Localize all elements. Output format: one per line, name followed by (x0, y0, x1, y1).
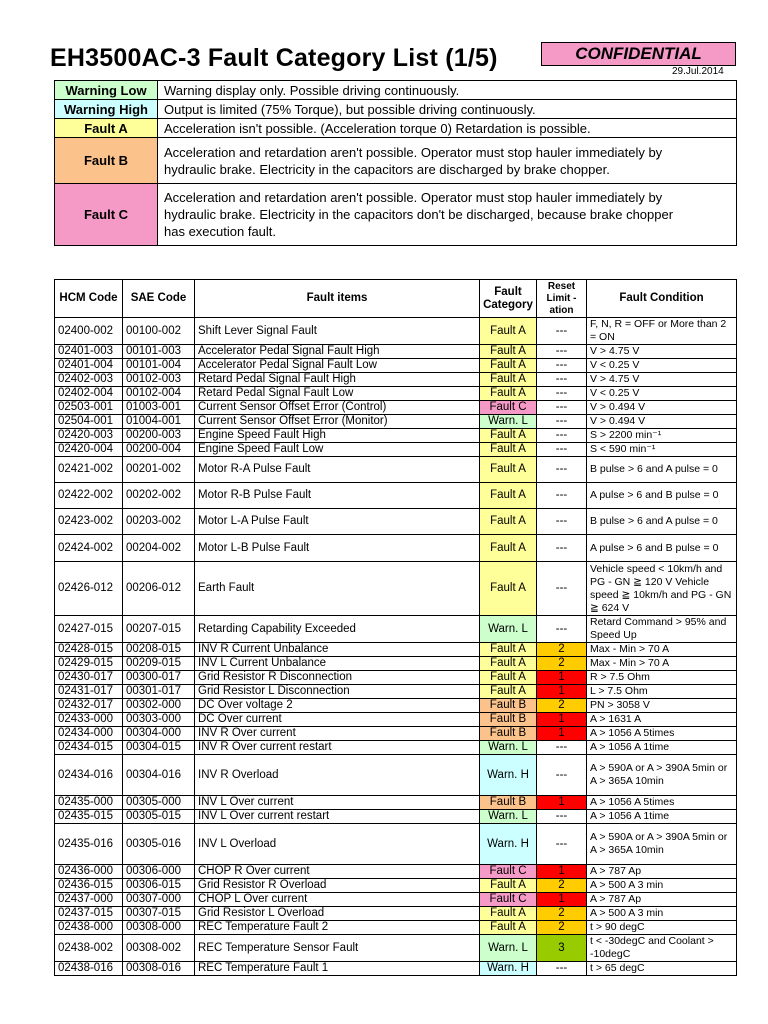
reset-limitation: 2 (537, 643, 587, 657)
sae-code: 00303-000 (123, 713, 195, 727)
sae-code: 00304-015 (123, 741, 195, 755)
fault-item: Retarding Capability Exceeded (195, 616, 480, 643)
hcm-code: 02433-000 (55, 713, 123, 727)
col-header-hcm: HCM Code (55, 280, 123, 318)
fault-category: Warn. H (480, 755, 537, 796)
reset-limitation: --- (537, 824, 587, 865)
hcm-code: 02435-016 (55, 824, 123, 865)
reset-limitation: --- (537, 535, 587, 562)
fault-condition: t > 90 degC (587, 921, 737, 935)
col-header-condition: Fault Condition (587, 280, 737, 318)
hcm-code: 02400-002 (55, 318, 123, 345)
fault-item: Current Sensor Offset Error (Control) (195, 401, 480, 415)
reset-limitation: 1 (537, 671, 587, 685)
table-row (55, 457, 737, 483)
legend-description: Acceleration and retardation aren't possible. Operator must stop hauler immediately by hydraulic brake. Electricity in the capacitors don't be discharged, because brake chopper has execution fault. (158, 184, 737, 246)
table-row (55, 562, 737, 616)
table-row (55, 796, 737, 810)
fault-item: Retard Pedal Signal Fault Low (195, 387, 480, 401)
legend-row (55, 100, 737, 119)
hcm-code: 02428-015 (55, 643, 123, 657)
fault-category: Fault B (480, 727, 537, 741)
fault-item: CHOP L Over current (195, 893, 480, 907)
reset-limitation: 1 (537, 893, 587, 907)
legend-label: Fault B (55, 138, 158, 184)
fault-item: CHOP R Over current (195, 865, 480, 879)
fault-category: Fault B (480, 713, 537, 727)
fault-item: REC Temperature Fault 2 (195, 921, 480, 935)
table-row (55, 359, 737, 373)
fault-category: Fault A (480, 443, 537, 457)
fault-condition: A pulse > 6 and B pulse = 0 (587, 483, 737, 509)
fault-category: Warn. H (480, 824, 537, 865)
sae-code: 00207-015 (123, 616, 195, 643)
fault-category: Warn. L (480, 935, 537, 962)
fault-item: INV R Current Unbalance (195, 643, 480, 657)
fault-condition: L > 7.5 Ohm (587, 685, 737, 699)
reset-limitation: --- (537, 562, 587, 616)
fault-condition: V < 0.25 V (587, 387, 737, 401)
hcm-code: 02401-003 (55, 345, 123, 359)
fault-condition: V > 0.494 V (587, 415, 737, 429)
hcm-code: 02402-003 (55, 373, 123, 387)
fault-item: Grid Resistor L Disconnection (195, 685, 480, 699)
hcm-code: 02436-015 (55, 879, 123, 893)
fault-condition: t > 65 degC (587, 962, 737, 976)
hcm-code: 02423-002 (55, 509, 123, 535)
table-header-row (55, 280, 737, 318)
fault-condition: A > 500 A 3 min (587, 907, 737, 921)
reset-limitation: --- (537, 755, 587, 796)
table-row (55, 429, 737, 443)
fault-item: Motor L-A Pulse Fault (195, 509, 480, 535)
fault-condition: R > 7.5 Ohm (587, 671, 737, 685)
hcm-code: 02436-000 (55, 865, 123, 879)
sae-code: 00202-002 (123, 483, 195, 509)
sae-code: 00304-000 (123, 727, 195, 741)
sae-code: 00308-000 (123, 921, 195, 935)
hcm-code: 02435-000 (55, 796, 123, 810)
hcm-code: 02431-017 (55, 685, 123, 699)
table-row (55, 755, 737, 796)
fault-category: Fault A (480, 657, 537, 671)
fault-condition: A pulse > 6 and B pulse = 0 (587, 535, 737, 562)
fault-item: DC Over voltage 2 (195, 699, 480, 713)
sae-code: 00305-016 (123, 824, 195, 865)
fault-category: Fault A (480, 907, 537, 921)
hcm-code: 02427-015 (55, 616, 123, 643)
fault-category: Fault A (480, 562, 537, 616)
fault-category: Fault B (480, 699, 537, 713)
hcm-code: 02402-004 (55, 387, 123, 401)
fault-category: Fault A (480, 359, 537, 373)
fault-condition: S > 2200 min⁻¹ (587, 429, 737, 443)
fault-item: REC Temperature Sensor Fault (195, 935, 480, 962)
legend-row (55, 81, 737, 100)
legend-row (55, 184, 737, 246)
hcm-code: 02435-015 (55, 810, 123, 824)
table-row (55, 699, 737, 713)
hcm-code: 02430-017 (55, 671, 123, 685)
table-row (55, 685, 737, 699)
hcm-code: 02424-002 (55, 535, 123, 562)
fault-condition: Retard Command > 95% and Speed Up (587, 616, 737, 643)
table-row (55, 713, 737, 727)
sae-code: 00306-015 (123, 879, 195, 893)
hcm-code: 02503-001 (55, 401, 123, 415)
sae-code: 00302-000 (123, 699, 195, 713)
table-row (55, 824, 737, 865)
reset-limitation: --- (537, 429, 587, 443)
fault-category: Fault A (480, 879, 537, 893)
reset-limitation: --- (537, 810, 587, 824)
fault-condition: A > 1056 A 5times (587, 727, 737, 741)
reset-limitation: 3 (537, 935, 587, 962)
fault-condition: A > 1056 A 5times (587, 796, 737, 810)
hcm-code: 02434-016 (55, 755, 123, 796)
sae-code: 00305-015 (123, 810, 195, 824)
reset-limitation: --- (537, 962, 587, 976)
col-header-sae: SAE Code (123, 280, 195, 318)
fault-item: Current Sensor Offset Error (Monitor) (195, 415, 480, 429)
sae-code: 00102-003 (123, 373, 195, 387)
table-row (55, 415, 737, 429)
fault-condition: A > 500 A 3 min (587, 879, 737, 893)
table-row (55, 387, 737, 401)
fault-item: Grid Resistor R Disconnection (195, 671, 480, 685)
fault-category: Warn. L (480, 415, 537, 429)
reset-limitation: --- (537, 318, 587, 345)
sae-code: 00200-003 (123, 429, 195, 443)
legend-description: Acceleration and retardation aren't possible. Operator must stop hauler immediately by hydraulic brake. Electricity in the capacitors are discharged by brake chopper. (158, 138, 737, 184)
reset-limitation: 1 (537, 865, 587, 879)
sae-code: 00308-016 (123, 962, 195, 976)
sae-code: 01004-001 (123, 415, 195, 429)
legend-label: Fault A (55, 119, 158, 138)
reset-limitation: 2 (537, 657, 587, 671)
reset-limitation: --- (537, 359, 587, 373)
fault-category: Warn. L (480, 741, 537, 755)
sae-code: 00304-016 (123, 755, 195, 796)
reset-limitation: 1 (537, 685, 587, 699)
table-row (55, 401, 737, 415)
reset-limitation: 1 (537, 713, 587, 727)
reset-limitation: 1 (537, 727, 587, 741)
reset-limitation: --- (537, 387, 587, 401)
sae-code: 01003-001 (123, 401, 195, 415)
legend-description: Acceleration isn't possible. (Acceleration torque 0) Retardation is possible. (158, 119, 737, 138)
fault-item: DC Over current (195, 713, 480, 727)
sae-code: 00208-015 (123, 643, 195, 657)
page-title: EH3500AC-3 Fault Category List (1/5) (50, 44, 498, 72)
fault-condition: Max - Min > 70 A (587, 657, 737, 671)
sae-code: 00102-004 (123, 387, 195, 401)
hcm-code: 02420-003 (55, 429, 123, 443)
fault-item: INV L Current Unbalance (195, 657, 480, 671)
table-row (55, 727, 737, 741)
fault-category: Fault A (480, 509, 537, 535)
hcm-code: 02422-002 (55, 483, 123, 509)
hcm-code: 02434-000 (55, 727, 123, 741)
fault-item: INV R Over current (195, 727, 480, 741)
fault-condition: A > 1631 A (587, 713, 737, 727)
table-row (55, 962, 737, 976)
fault-item: Accelerator Pedal Signal Fault Low (195, 359, 480, 373)
reset-limitation: --- (537, 457, 587, 483)
fault-condition: A > 1056 A 1time (587, 810, 737, 824)
hcm-code: 02426-012 (55, 562, 123, 616)
fault-item: Grid Resistor R Overload (195, 879, 480, 893)
reset-limitation: --- (537, 415, 587, 429)
table-row (55, 921, 737, 935)
table-row (55, 879, 737, 893)
sae-code: 00101-003 (123, 345, 195, 359)
sae-code: 00301-017 (123, 685, 195, 699)
reset-limitation: 2 (537, 907, 587, 921)
reset-limitation: 2 (537, 699, 587, 713)
reset-limitation: --- (537, 443, 587, 457)
reset-limitation: --- (537, 509, 587, 535)
fault-item: Retard Pedal Signal Fault High (195, 373, 480, 387)
fault-condition: A > 787 Ap (587, 893, 737, 907)
hcm-code: 02437-000 (55, 893, 123, 907)
sae-code: 00307-015 (123, 907, 195, 921)
fault-category: Fault A (480, 345, 537, 359)
table-row (55, 643, 737, 657)
fault-category: Fault A (480, 457, 537, 483)
table-row (55, 935, 737, 962)
fault-category: Fault A (480, 535, 537, 562)
fault-category: Warn. H (480, 962, 537, 976)
reset-limitation: --- (537, 741, 587, 755)
sae-code: 00203-002 (123, 509, 195, 535)
fault-item: INV L Over current restart (195, 810, 480, 824)
table-row (55, 443, 737, 457)
fault-item: Motor R-B Pulse Fault (195, 483, 480, 509)
document-date: 29.Jul.2014 (672, 66, 724, 77)
hcm-code: 02421-002 (55, 457, 123, 483)
legend-label: Warning Low (55, 81, 158, 100)
table-row (55, 657, 737, 671)
sae-code: 00201-002 (123, 457, 195, 483)
legend-row (55, 138, 737, 184)
legend-label: Fault C (55, 184, 158, 246)
sae-code: 00308-002 (123, 935, 195, 962)
confidential-stamp: CONFIDENTIAL (541, 42, 736, 66)
legend-label: Warning High (55, 100, 158, 119)
table-row (55, 907, 737, 921)
sae-code: 00305-000 (123, 796, 195, 810)
hcm-code: 02438-000 (55, 921, 123, 935)
fault-condition: V > 4.75 V (587, 373, 737, 387)
sae-code: 00307-000 (123, 893, 195, 907)
hcm-code: 02438-016 (55, 962, 123, 976)
reset-limitation: --- (537, 373, 587, 387)
fault-category: Warn. L (480, 810, 537, 824)
fault-item: Motor R-A Pulse Fault (195, 457, 480, 483)
fault-item: Grid Resistor L Overload (195, 907, 480, 921)
fault-item: Accelerator Pedal Signal Fault High (195, 345, 480, 359)
fault-condition: Vehicle speed < 10km/h and PG - GN ≧ 120 V Vehicle speed ≧ 10km/h and PG - GN ≧ 624 V (587, 562, 737, 616)
table-row (55, 671, 737, 685)
sae-code: 00206-012 (123, 562, 195, 616)
reset-limitation: --- (537, 483, 587, 509)
sae-code: 00306-000 (123, 865, 195, 879)
table-row (55, 345, 737, 359)
hcm-code: 02437-015 (55, 907, 123, 921)
fault-category: Fault A (480, 318, 537, 345)
hcm-code: 02432-017 (55, 699, 123, 713)
fault-condition: S < 590 min⁻¹ (587, 443, 737, 457)
table-row (55, 509, 737, 535)
fault-condition: A > 1056 A 1time (587, 741, 737, 755)
col-header-reset: Reset Limit -ation (537, 280, 587, 318)
fault-item: INV R Overload (195, 755, 480, 796)
table-row (55, 810, 737, 824)
fault-condition: B pulse > 6 and A pulse = 0 (587, 509, 737, 535)
fault-condition: A > 590A or A > 390A 5min or A > 365A 10min (587, 755, 737, 796)
reset-limitation: 1 (537, 796, 587, 810)
hcm-code: 02504-001 (55, 415, 123, 429)
fault-category: Fault B (480, 796, 537, 810)
hcm-code: 02401-004 (55, 359, 123, 373)
table-row (55, 741, 737, 755)
fault-item: Engine Speed Fault High (195, 429, 480, 443)
fault-condition: Max - Min > 70 A (587, 643, 737, 657)
fault-condition: F, N, R = OFF or More than 2 = ON (587, 318, 737, 345)
sae-code: 00204-002 (123, 535, 195, 562)
reset-limitation: --- (537, 345, 587, 359)
fault-category: Fault C (480, 893, 537, 907)
sae-code: 00300-017 (123, 671, 195, 685)
fault-category: Fault C (480, 401, 537, 415)
fault-item: Engine Speed Fault Low (195, 443, 480, 457)
sae-code: 00100-002 (123, 318, 195, 345)
fault-item: INV R Over current restart (195, 741, 480, 755)
fault-condition: V > 0.494 V (587, 401, 737, 415)
reset-limitation: --- (537, 616, 587, 643)
hcm-code: 02429-015 (55, 657, 123, 671)
table-row (55, 535, 737, 562)
table-row (55, 893, 737, 907)
fault-table-body (55, 318, 737, 976)
hcm-code: 02434-015 (55, 741, 123, 755)
fault-category: Fault A (480, 483, 537, 509)
legend-row (55, 119, 737, 138)
fault-category: Fault A (480, 373, 537, 387)
fault-item: Earth Fault (195, 562, 480, 616)
hcm-code: 02438-002 (55, 935, 123, 962)
fault-item: INV L Over current (195, 796, 480, 810)
fault-condition: PN > 3058 V (587, 699, 737, 713)
legend-description: Output is limited (75% Torque), but possible driving continuously. (158, 100, 737, 119)
fault-condition: V > 4.75 V (587, 345, 737, 359)
table-row (55, 865, 737, 879)
sae-code: 00200-004 (123, 443, 195, 457)
fault-item: Shift Lever Signal Fault (195, 318, 480, 345)
fault-item: Motor L-B Pulse Fault (195, 535, 480, 562)
fault-category: Warn. L (480, 616, 537, 643)
fault-item: INV L Overload (195, 824, 480, 865)
table-row (55, 616, 737, 643)
fault-category: Fault A (480, 921, 537, 935)
reset-limitation: --- (537, 401, 587, 415)
fault-item: REC Temperature Fault 1 (195, 962, 480, 976)
table-row (55, 373, 737, 387)
category-legend (54, 80, 737, 246)
fault-table (54, 279, 737, 976)
fault-category: Fault A (480, 387, 537, 401)
fault-category: Fault A (480, 685, 537, 699)
col-header-item: Fault items (195, 280, 480, 318)
table-row (55, 483, 737, 509)
reset-limitation: 2 (537, 921, 587, 935)
fault-condition: A > 590A or A > 390A 5min or A > 365A 10min (587, 824, 737, 865)
legend-description: Warning display only. Possible driving continuously. (158, 81, 737, 100)
col-header-category: Fault Category (480, 280, 537, 318)
reset-limitation: 2 (537, 879, 587, 893)
fault-condition: A > 787 Ap (587, 865, 737, 879)
hcm-code: 02420-004 (55, 443, 123, 457)
fault-category: Fault A (480, 643, 537, 657)
table-row (55, 318, 737, 345)
fault-category: Fault C (480, 865, 537, 879)
sae-code: 00101-004 (123, 359, 195, 373)
fault-condition: t < -30degC and Coolant > -10degC (587, 935, 737, 962)
fault-condition: V < 0.25 V (587, 359, 737, 373)
fault-category: Fault A (480, 671, 537, 685)
fault-condition: B pulse > 6 and A pulse = 0 (587, 457, 737, 483)
sae-code: 00209-015 (123, 657, 195, 671)
fault-category: Fault A (480, 429, 537, 443)
